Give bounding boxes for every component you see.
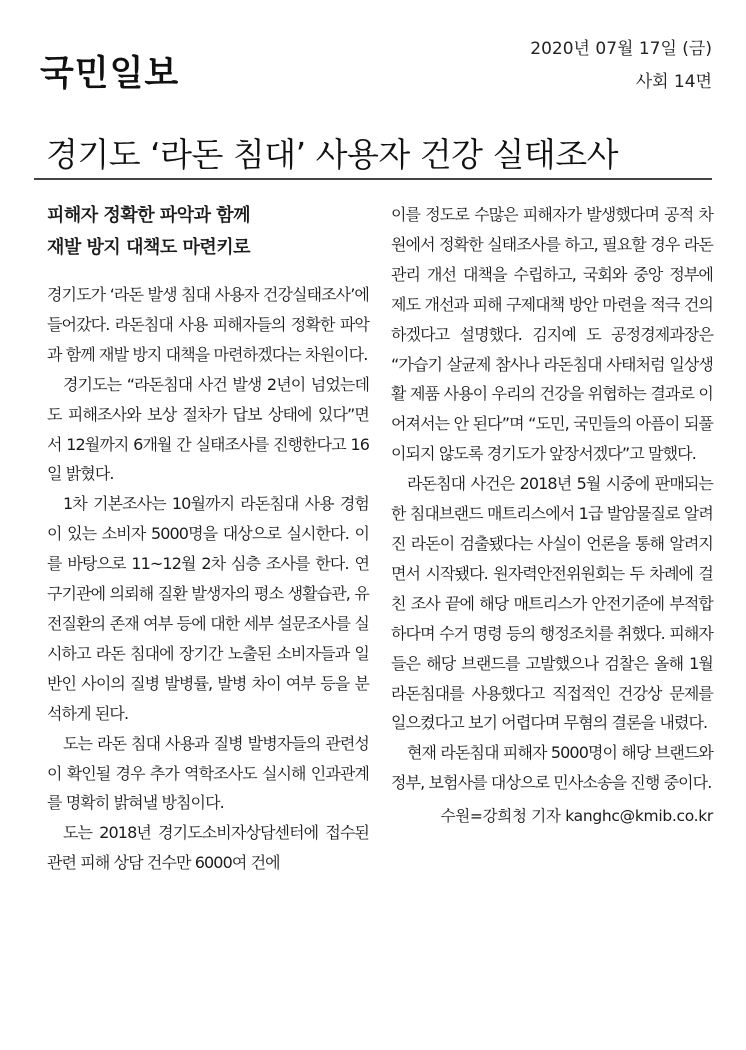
paragraph-7: 현재 라돈침대 피해자 5000명이 해당 브랜드와 정부, 보험사를 대상으로 민사소송을 진행 중이다. xyxy=(391,743,713,793)
paragraph-5-continued: 이를 정도로 수많은 피해자가 발생했다며 공적 차원에서 정확한 실태조사를 하고, 필요할 경우 라돈 관리 개선 대책을 수립하고, 국회와 중앙 정부에 제도 개선과 피해 구제대책 방안 마련을 적극 건의하겠다고 설명했다. 김지예 도 공정경제과장은 “가습기 살균제 참사나 라돈침대 사태처럼 일상생활 제품 사용이 우리의 건강을 위협하는 결과로 이어져서는 안 된다”며 “도민, 국민들의 아픔이 되풀이되지 않도록 경기도가 앞장서겠다”고 말했다. xyxy=(391,205,713,464)
masthead xyxy=(0,0,746,120)
section-page: 사회 14면 xyxy=(635,72,712,92)
publication-date: 2020년 07월 17일 (금) xyxy=(530,39,712,59)
subheadline-line-1: 피해자 정확한 파악과 함께 xyxy=(47,205,251,226)
paragraph-6: 라돈침대 사건은 2018년 5월 시중에 판매되는 한 침대브랜드 매트리스에서 1급 발암물질로 알려진 라돈이 검출됐다는 사실이 언론을 통해 알려지면서 시작됐다. 원자력안전위원회는 두 차례에 걸친 조사 끝에 해당 매트리스가 안전기준에 부적합하다며 수거 명령 등의 행정조치를 취했다. 피해자들은 해당 브랜드를 고발했으나 검찰은 올해 1월 라돈침대를 사용했다고 직접적인 건강상 문제를 일으켰다고 보기 어렵다며 무혐의 결론을 내렸다. xyxy=(391,474,713,733)
paragraph-2: 경기도는 “라돈침대 사건 발생 2년이 넘었는데도 피해조사와 보상 절차가 답보 상태에 있다”면서 12월까지 6개월 간 실태조사를 진행한다고 16일 밝혔다. xyxy=(47,374,369,484)
paragraph-3: 1차 기본조사는 10월까지 라돈침대 사용 경험이 있는 소비자 5000명을 대상으로 실시한다. 이를 바탕으로 11~12월 2차 심층 조사를 한다. 연구기관에 의뢰해 질환 발생자의 평소 생활습관, 유전질환의 존재 여부 등에 대한 세부 설문조사를 실시하고 라돈 침대에 장기간 노출된 소비자들과 일반인 사이의 질병 발병률, 발병 차이 여부 등을 분석하게 된다. xyxy=(47,494,369,723)
paragraph-5: 도는 2018년 경기도소비자상담센터에 접수된 관련 피해 상담 건수만 6000여 건에 xyxy=(47,823,369,873)
paragraph-4: 도는 라돈 침대 사용과 질병 발병자들의 관련성이 확인될 경우 추가 역학조사도 실시해 인과관계를 명확히 밝혀낼 방침이다. xyxy=(47,733,369,813)
article-column-left xyxy=(47,200,369,878)
paragraph-1: 경기도가 ‘라돈 발생 침대 사용자 건강실태조사’에 들어갔다. 라돈침대 사용 피해자들의 정확한 파악과 함께 재발 방지 대책을 마련하겠다는 차원이다. xyxy=(47,285,369,364)
byline: 수원=강희청 기자 kanghc@kmib.co.kr xyxy=(440,807,713,826)
article-subheadline xyxy=(47,200,369,264)
article-column-right xyxy=(391,200,713,832)
subheadline-line-2: 재발 방지 대책도 마련키로 xyxy=(47,237,251,258)
headline-divider xyxy=(34,178,712,180)
newspaper-logo: 국민일보 xyxy=(40,54,180,94)
article-headline: 경기도 ‘라돈 침대’ 사용자 건강 실태조사 xyxy=(46,135,618,175)
